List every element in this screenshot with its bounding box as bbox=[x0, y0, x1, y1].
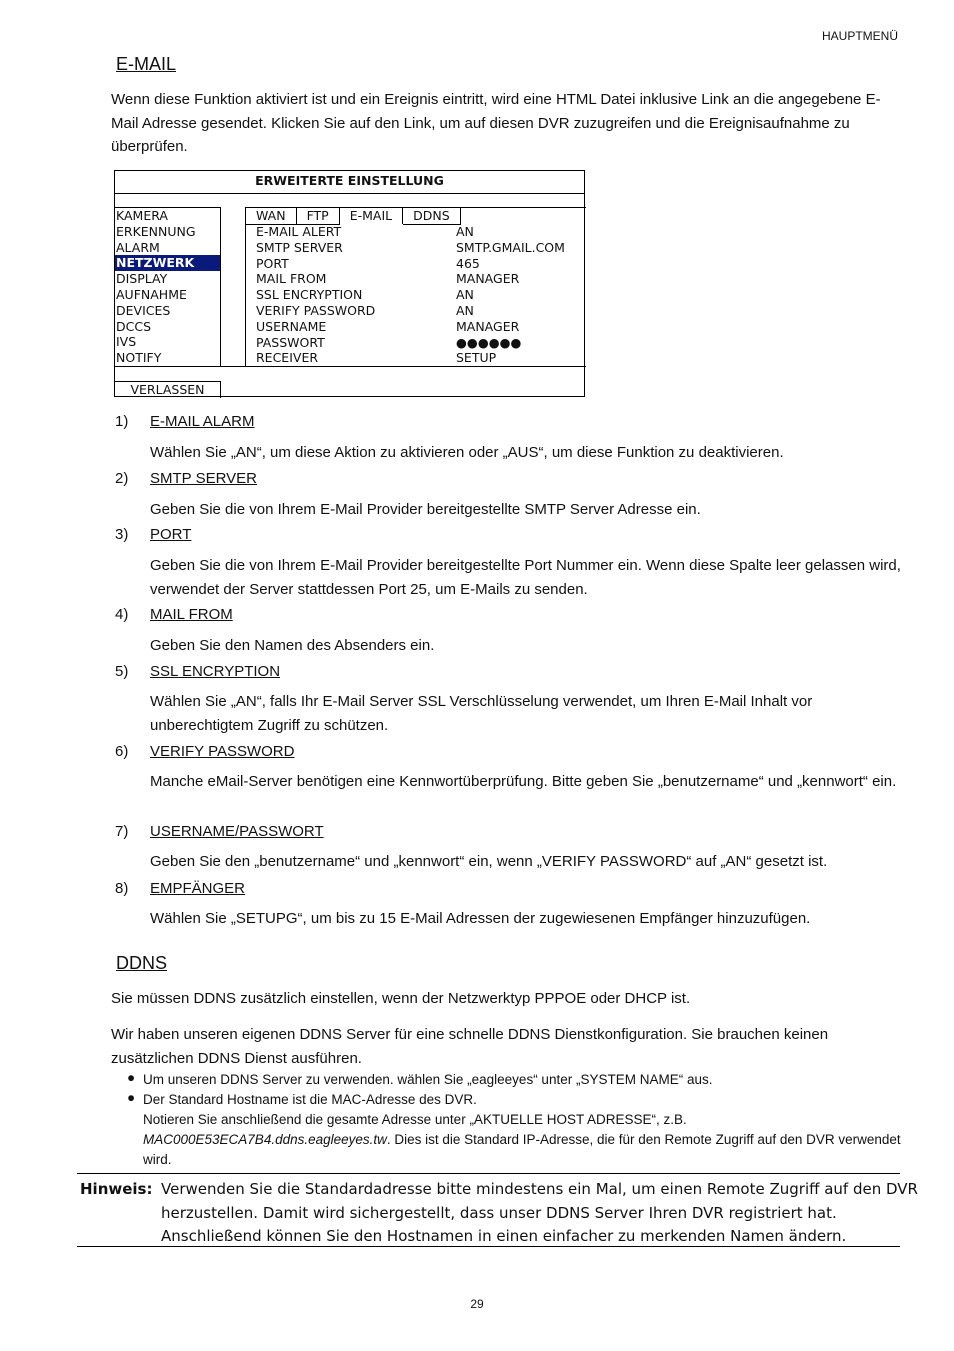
ddns-bullet-2-line3 bbox=[143, 1130, 903, 1170]
email-section-title: E-MAIL bbox=[116, 54, 177, 74]
item-title: E-MAIL ALARM bbox=[150, 413, 255, 430]
menu-tab-e-mail[interactable]: E-MAIL bbox=[340, 208, 403, 224]
item-title: EMPFÄNGER bbox=[150, 880, 246, 897]
dvr-menu-screenshot bbox=[114, 170, 585, 397]
item-description: Geben Sie die von Ihrem E-Mail Provider bereitgestellte Port Nummer ein. Wenn diese Spalte leer gelassen wird, verwendet der Server stattdessen Port 25, um E-Mails zu senden. bbox=[150, 557, 901, 598]
exit-button[interactable]: VERLASSEN bbox=[115, 381, 221, 398]
setting-label: VERIFY PASSWORD bbox=[256, 302, 376, 318]
menu-category-item[interactable]: IVS bbox=[116, 334, 137, 350]
note-top-rule bbox=[77, 1173, 900, 1174]
item-number: 3) bbox=[115, 526, 129, 543]
ddns-bullet-2 bbox=[143, 1090, 903, 1170]
bullet-dot: ● bbox=[127, 1090, 136, 1105]
menu-category-item[interactable]: ALARM bbox=[116, 239, 160, 255]
menu-setting-row[interactable] bbox=[256, 303, 581, 319]
item-description: Geben Sie den „benutzername“ und „kennwort“ ein, wenn „VERIFY PASSWORD“ auf „AN“ gesetzt ist. bbox=[150, 853, 828, 870]
menu-setting-row[interactable] bbox=[256, 287, 581, 303]
setting-value: MANAGER bbox=[456, 271, 520, 287]
menu-setting-row[interactable] bbox=[256, 319, 581, 335]
running-header: HAUPTMENÜ bbox=[821, 29, 898, 43]
item-title: VERIFY PASSWORD bbox=[150, 743, 295, 760]
setting-label: SSL ENCRYPTION bbox=[256, 287, 363, 303]
menu-setting-row[interactable] bbox=[256, 256, 581, 272]
ddns-bullet-2-line2: Notieren Sie anschließend die gesamte Adresse unter „AKTUELLE HOST ADRESSE“, z.B. bbox=[143, 1112, 687, 1127]
note-text: Verwenden Sie die Standardadresse bitte mindestens ein Mal, um einen Remote Zugriff auf den DVR herzustellen. Damit wird sichergestellt, dass unser DDNS Server Ihren DVR registriert hat. Anschließend können Sie den Hostnamen in einen einfacher zu merkenden Namen ändern. bbox=[161, 1180, 918, 1245]
ddns-paragraph-1: Sie müssen DDNS zusätzlich einstellen, wenn der Netzwerktyp PPPOE oder DHCP ist. bbox=[111, 990, 691, 1007]
setting-value: ●●●●●● bbox=[456, 334, 522, 350]
item-number: 6) bbox=[115, 743, 129, 760]
item-description: Manche eMail-Server benötigen eine Kennwortüberprüfung. Bitte geben Sie „benutzername“ und „kennwort“ ein. bbox=[150, 773, 897, 790]
note-bottom-rule bbox=[77, 1246, 900, 1247]
setting-label: MAIL FROM bbox=[256, 271, 327, 287]
item-title: SMTP SERVER bbox=[150, 470, 257, 487]
menu-divider bbox=[115, 366, 584, 367]
ddns-section-title: DDNS bbox=[116, 953, 168, 973]
menu-category-item[interactable]: DEVICES bbox=[116, 302, 171, 318]
item-title: MAIL FROM bbox=[150, 606, 233, 623]
menu-category-item[interactable]: ERKENNUNG bbox=[116, 223, 196, 239]
setting-label: RECEIVER bbox=[256, 350, 319, 366]
menu-setting-row[interactable] bbox=[256, 271, 581, 287]
menu-setting-row[interactable] bbox=[256, 350, 581, 366]
item-number: 5) bbox=[115, 663, 129, 680]
setting-value: SMTP.GMAIL.COM bbox=[456, 239, 565, 255]
menu-setting-rows bbox=[256, 224, 581, 366]
menu-setting-row[interactable] bbox=[256, 224, 581, 240]
menu-setting-row[interactable] bbox=[256, 240, 581, 256]
page-number: 29 bbox=[470, 1297, 484, 1311]
menu-category-item[interactable]: NOTIFY bbox=[116, 350, 162, 366]
setting-value: AN bbox=[456, 302, 474, 318]
item-number: 4) bbox=[115, 606, 129, 623]
menu-tab-ddns[interactable]: DDNS bbox=[403, 207, 461, 225]
setting-label: E-MAIL ALERT bbox=[256, 224, 342, 239]
item-description: Wählen Sie „SETUPG“, um bis zu 15 E-Mail Adressen der zugewiesenen Empfänger hinzuzufügen. bbox=[150, 910, 811, 927]
example-hostname: MAC000E53ECA7B4.ddns.eagleeyes.tw bbox=[143, 1132, 387, 1147]
ddns-bullet-2-rest: . Dies ist die Standard IP-Adresse, die für den Remote Zugriff auf den DVR verwendet wird. bbox=[143, 1132, 901, 1167]
setting-value: 465 bbox=[456, 255, 480, 271]
item-number: 8) bbox=[115, 880, 129, 897]
setting-value: AN bbox=[456, 287, 474, 303]
bullet-dot: ● bbox=[127, 1070, 136, 1085]
item-title: SSL ENCRYPTION bbox=[150, 663, 281, 680]
item-title: USERNAME/PASSWORT bbox=[150, 823, 324, 840]
menu-category-item[interactable]: DCCS bbox=[116, 318, 152, 334]
setting-label: SMTP SERVER bbox=[256, 239, 343, 255]
menu-title: ERWEITERTE EINSTELLUNG bbox=[115, 171, 584, 194]
item-description: Wählen Sie „AN“, um diese Aktion zu aktivieren oder „AUS“, um diese Funktion zu deaktivieren. bbox=[150, 444, 784, 461]
menu-category-item[interactable]: KAMERA bbox=[116, 208, 168, 223]
item-number: 2) bbox=[115, 470, 129, 487]
item-description: Wählen Sie „AN“, falls Ihr E-Mail Server SSL Verschlüsselung verwendet, um Ihren E-Mail Inhalt vor unberechtigtem Zugriff zu schützen. bbox=[150, 693, 813, 734]
menu-tab-wan[interactable]: WAN bbox=[246, 208, 297, 225]
ddns-bullet-1: Um unseren DDNS Server zu verwenden. wählen Sie „eagleeyes“ unter „SYSTEM NAME“ aus. bbox=[143, 1072, 713, 1087]
setting-value: SETUP bbox=[456, 350, 497, 366]
item-description: Geben Sie den Namen des Absenders ein. bbox=[150, 637, 435, 654]
menu-setting-row[interactable] bbox=[256, 335, 581, 351]
menu-tab-bar bbox=[246, 208, 461, 225]
menu-category-list bbox=[115, 207, 221, 367]
item-number: 7) bbox=[115, 823, 129, 840]
item-description: Geben Sie die von Ihrem E-Mail Provider bereitgestellte SMTP Server Adresse ein. bbox=[150, 501, 701, 518]
menu-category-item[interactable]: AUFNAHME bbox=[116, 286, 187, 302]
menu-settings-panel bbox=[245, 207, 586, 367]
setting-label: PASSWORT bbox=[256, 334, 325, 350]
menu-tab-ftp[interactable]: FTP bbox=[297, 208, 340, 225]
email-intro: Wenn diese Funktion aktiviert ist und ein Ereignis eintritt, wird eine HTML Datei inklusive Link an die angegebene E-Mail Adresse gesendet. Klicken Sie auf den Link, um auf diesen DVR zuzugreifen und die Ereignisaufnahme zu überprüfen. bbox=[111, 91, 881, 155]
setting-label: USERNAME bbox=[256, 318, 327, 334]
menu-category-item[interactable]: DISPLAY bbox=[116, 271, 168, 287]
menu-category-item[interactable]: NETZWERK bbox=[115, 255, 220, 271]
item-number: 1) bbox=[115, 413, 129, 430]
ddns-bullet-2-line1: Der Standard Hostname ist die MAC-Adresse des DVR. bbox=[143, 1092, 477, 1107]
setting-value: MANAGER bbox=[456, 318, 520, 334]
setting-value: AN bbox=[456, 224, 474, 239]
ddns-paragraph-2: Wir haben unseren eigenen DDNS Server für eine schnelle DDNS Dienstkonfiguration. Sie brauchen keinen zusätzlichen DDNS Dienst ausführen. bbox=[111, 1026, 829, 1067]
note-label: Hinweis: bbox=[80, 1180, 153, 1198]
item-title: PORT bbox=[150, 526, 192, 543]
setting-label: PORT bbox=[256, 255, 289, 271]
